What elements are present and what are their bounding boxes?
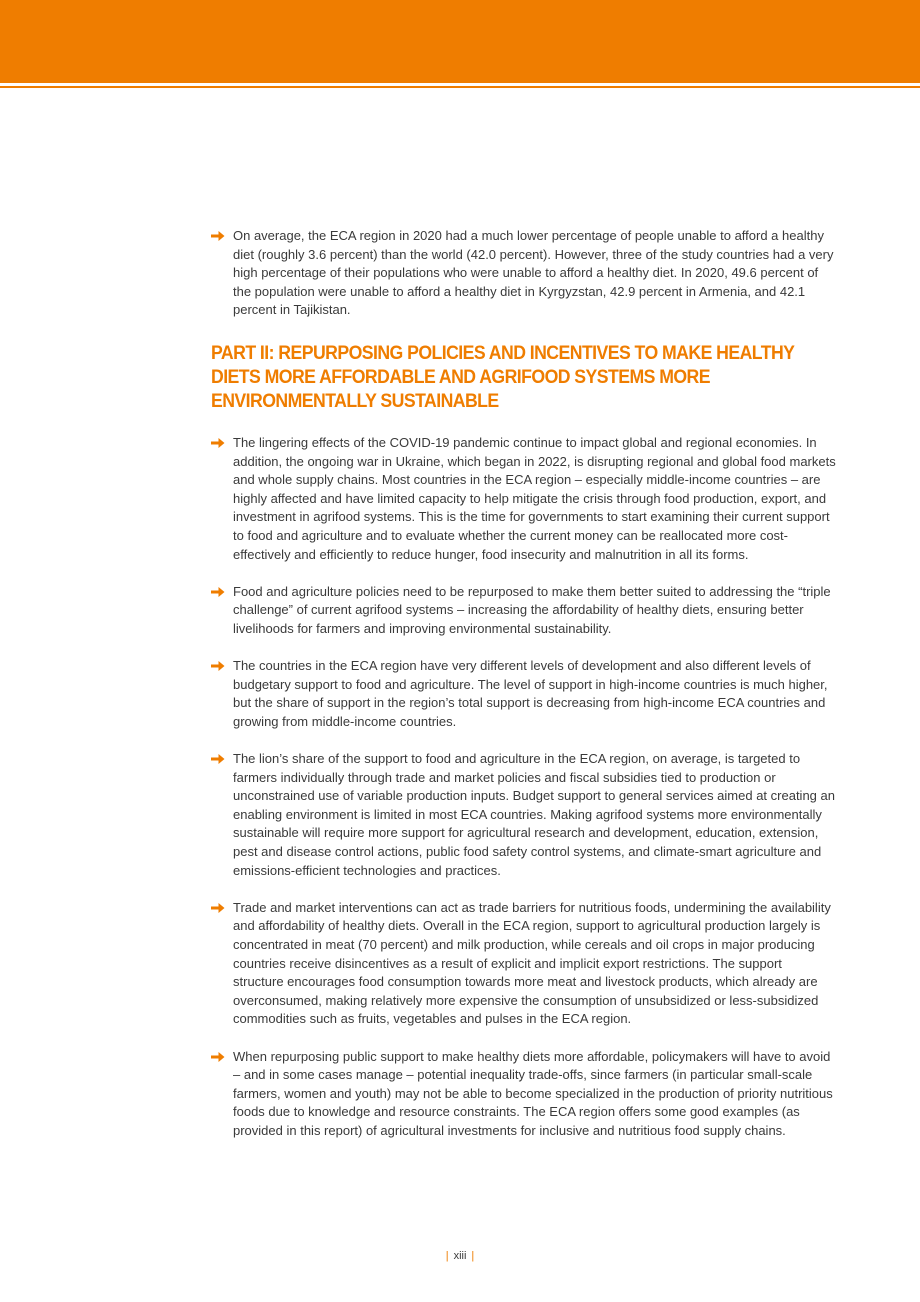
- page-number-divider: |: [445, 1250, 449, 1262]
- arrow-right-icon: [211, 902, 225, 914]
- bullet-paragraph: [211, 434, 836, 564]
- page-number-divider: |: [471, 1250, 475, 1262]
- arrow-right-icon: [211, 230, 225, 242]
- bullet-text: On average, the ECA region in 2020 had a much lower percentage of people unable to afford a healthy diet (roughly 3.6 percent) than the world (42.0 percent). However, three of the study countries had a very high percentage of their populations who were unable to afford a healthy diet. In 2020, 49.6 percent of the population were unable to afford a healthy diet in Kyrgyzstan, 42.9 percent in Armenia, and 42.1 percent in Tajikistan.: [233, 228, 834, 318]
- bullet-text: When repurposing public support to make healthy diets more affordable, policymakers will have to avoid – and in some cases manage – potential inequality trade-offs, since farmers (in particular small-scale farmers, women and youth) may not be able to become specialized in the production of priority nutritious foods due to knowledge and resource constraints. The ECA region offers some good examples (as provided in this report) of agricultural investments for inclusive and nutritious food supply chains.: [233, 1048, 833, 1138]
- bullet-paragraph: [211, 657, 836, 731]
- arrow-right-icon: [211, 660, 225, 672]
- bullet-paragraph: [211, 1048, 836, 1141]
- header-rule: [0, 86, 920, 88]
- bullet-text: Food and agriculture policies need to be repurposed to make them better suited to addressing the “triple challenge” of current agrifood systems – increasing the affordability of healthy diets, ensuring better livelihoods for farmers and improving environmental sustainability.: [233, 583, 831, 636]
- header-band: [0, 0, 920, 83]
- bullet-paragraph: [211, 750, 836, 880]
- page-number-text: xiii: [453, 1250, 467, 1262]
- bullet-paragraph: [211, 583, 836, 639]
- bullet-paragraph: [211, 227, 836, 320]
- section-heading: PART II: REPURPOSING POLICIES AND INCENTIVES TO MAKE HEALTHY DIETS MORE AFFORDABLE AND AGRIFOOD SYSTEMS MORE ENVIRONMENTALLY SUSTAINABLE: [211, 342, 795, 412]
- bullet-text: The lingering effects of the COVID-19 pandemic continue to impact global and regional economies. In addition, the ongoing war in Ukraine, which began in 2022, is disrupting regional and global food markets and whole supply chains. Most countries in the ECA region – especially middle-income countries – are highly affected and have limited capacity to help mitigate the crisis through food production, export, and investment in agrifood systems. This is the time for governments to start examining their current support to food and agriculture and to evaluate whether the current money can be reallocated more cost-effectively and efficiently to reduce hunger, food insecurity and malnutrition in all its forms.: [233, 434, 836, 562]
- page-body: [211, 227, 836, 1159]
- arrow-right-icon: [211, 437, 225, 449]
- arrow-right-icon: [211, 1051, 225, 1063]
- bullet-text: Trade and market interventions can act as trade barriers for nutritious foods, undermining the availability and affordability of healthy diets. Overall in the ECA region, support to agricultural production largely is concentrated in meat (70 percent) and milk production, while cereals and oil crops in major producing countries receive disincentives as a result of explicit and implicit export restrictions. The support structure encourages food consumption towards more meat and livestock products, which already are overconsumed, making relatively more expensive the consumption of unsubsidized or less-subsidized commodities such as fruits, vegetables and pulses in the ECA region.: [233, 899, 831, 1027]
- bullet-text: The lion’s share of the support to food and agriculture in the ECA region, on average, is targeted to farmers individually through trade and market policies and fiscal subsidies tied to production or unconstrained use of variable production inputs. Budget support to general services aimed at creating an enabling environment is limited in most ECA countries. Making agrifood systems more environmentally sustainable will require more support for agricultural research and development, education, extension, pest and disease control actions, public food safety control systems, and climate-smart agriculture and emissions-efficient technologies and practices.: [233, 751, 835, 878]
- bullet-paragraph: [211, 899, 836, 1029]
- bullet-text: The countries in the ECA region have very different levels of development and also different levels of budgetary support to food and agriculture. The level of support in high-income countries is much higher, but the share of support in the region’s total support is decreasing from high-income ECA countries and growing from middle-income countries.: [233, 658, 828, 729]
- page-number: [0, 1250, 920, 1262]
- arrow-right-icon: [211, 753, 225, 765]
- arrow-right-icon: [211, 586, 225, 598]
